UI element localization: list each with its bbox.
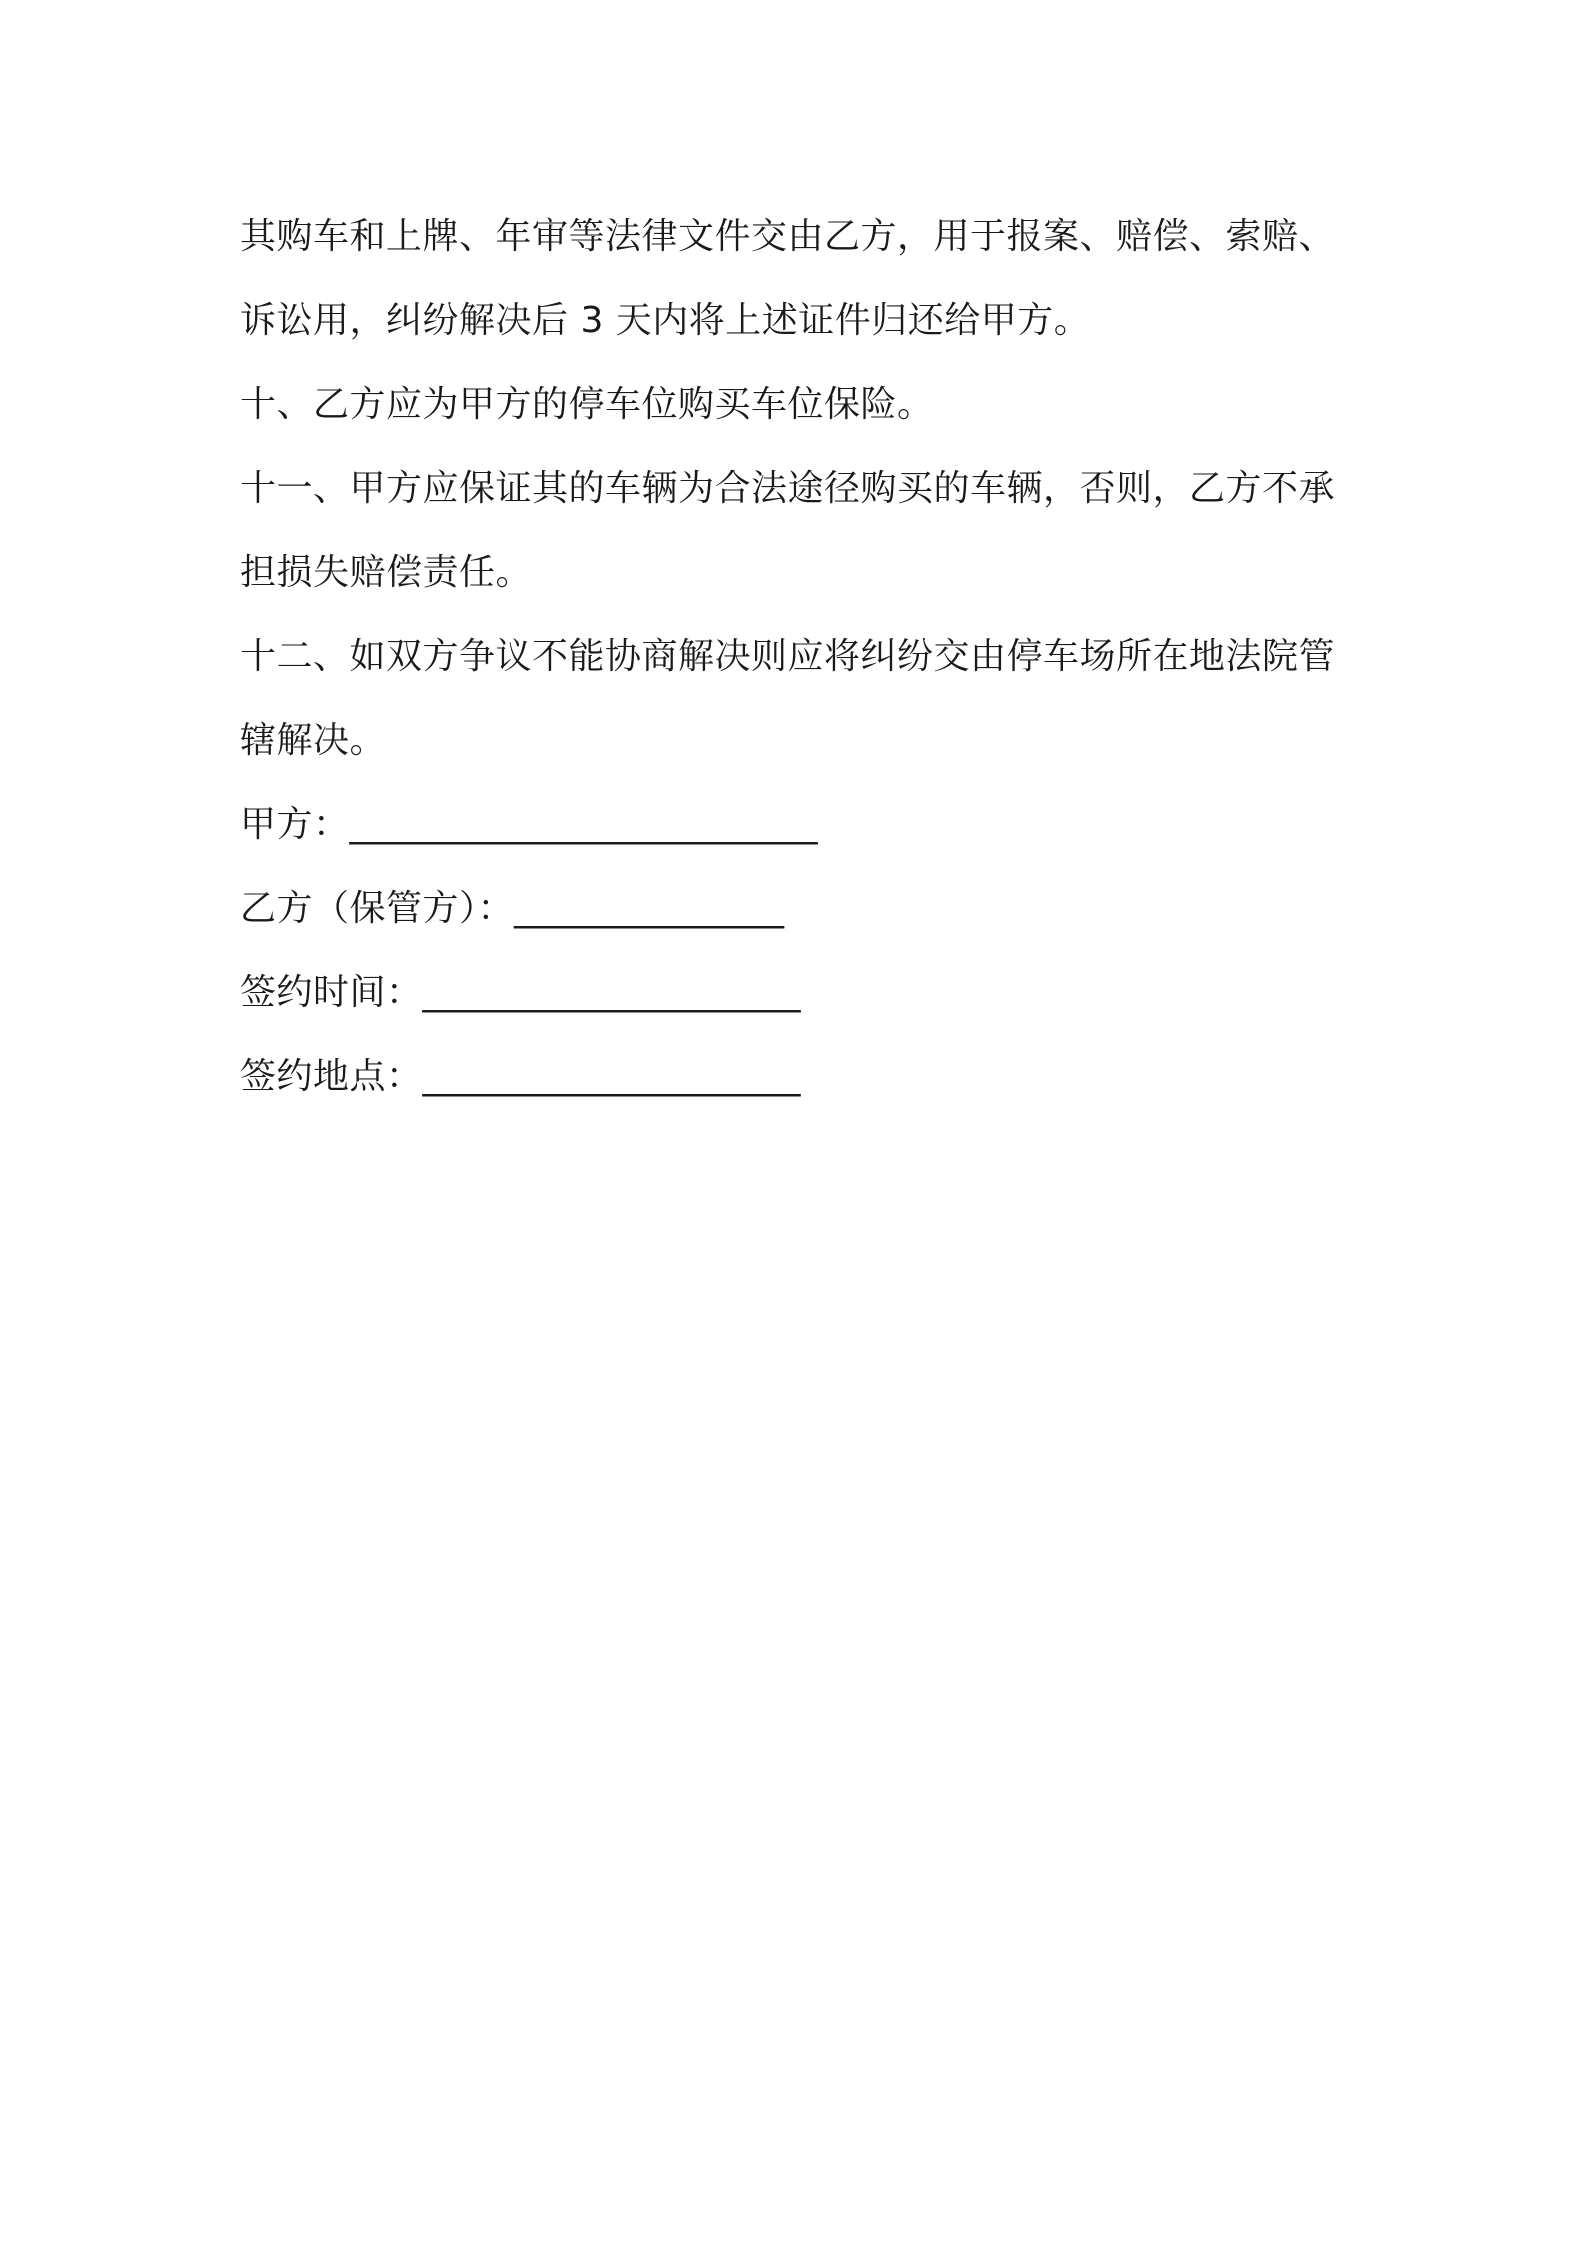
signature-blank: _______________ xyxy=(514,888,785,929)
signature-party-a xyxy=(240,783,1350,867)
signature-label: 签约时间： xyxy=(240,972,423,1013)
paragraph-line: 其购车和上牌、年审等法律文件交由乙方，用于报案、赔偿、索赔、 xyxy=(240,216,1336,257)
clause-twelve-line: 十二、如双方争议不能协商解决则应将纠纷交由停车场所在地法院管 xyxy=(240,636,1336,677)
clause-twelve-line: 辖解决。 xyxy=(240,720,387,761)
signature-label: 签约地点： xyxy=(240,1056,423,1097)
paragraph-line: 诉讼用，纠纷解决后 3 天内将上述证件归还给甲方。 xyxy=(240,300,1091,341)
signature-blank: __________________________ xyxy=(349,804,818,845)
signature-blank: _____________________ xyxy=(422,1056,801,1097)
signature-label: 甲方： xyxy=(240,804,350,845)
signature-party-b xyxy=(240,867,1350,951)
document-body xyxy=(240,195,1350,1119)
clause-eleven-line: 十一、甲方应保证其的车辆为合法途径购买的车辆，否则，乙方不承 xyxy=(240,468,1336,509)
signature-blank: _____________________ xyxy=(422,972,801,1013)
signature-location xyxy=(240,1035,1350,1119)
signature-label: 乙方（保管方）： xyxy=(240,888,515,929)
clause-ten: 十、乙方应为甲方的停车位购买车位保险。 xyxy=(240,384,934,425)
signature-date xyxy=(240,951,1350,1035)
clause-eleven-line: 担损失赔偿责任。 xyxy=(240,552,533,593)
